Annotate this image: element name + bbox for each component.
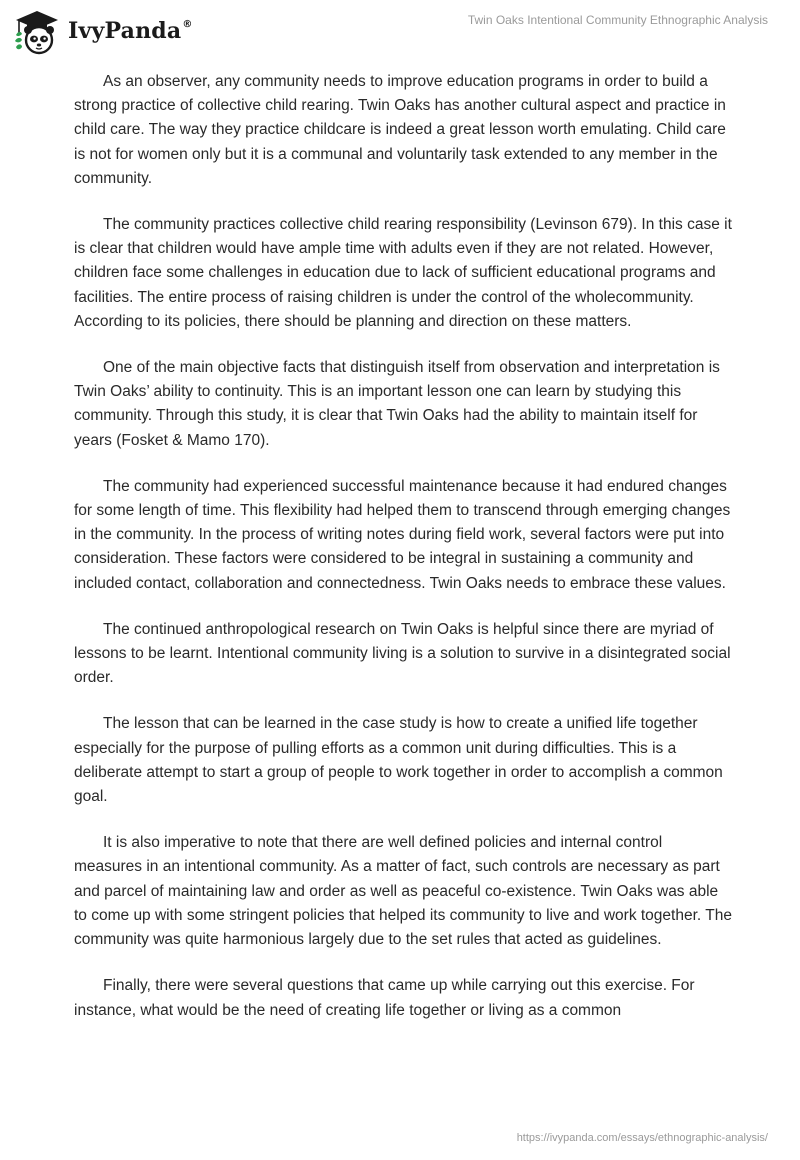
paragraph: As an observer, any community needs to improve education programs in order to build a strong practice of collective child rearing. Twin Oaks has another cultural aspect and practice in child care. The way they practice childcare is indeed a great lesson worth emulating. Child care is not for women only but it is a communal and voluntarily task extended to any member in the community. xyxy=(74,73,726,187)
brand-logo[interactable] xyxy=(14,8,193,56)
brand-name: IvyPanda® xyxy=(68,18,193,44)
panda-graduate-icon xyxy=(14,9,60,55)
paragraph: The continued anthropological research on Twin Oaks is helpful since there are myriad of lessons to be learnt. Intentional community living is a solution to survive in a disintegrated social order. xyxy=(74,620,731,687)
brand-registered-mark: ® xyxy=(182,19,193,30)
paragraph: One of the main objective facts that distinguish itself from observation and interpretation is Twin Oaks’ ability to continuity. This is an important lesson one can learn by studying this community. Through this study, it is clear that Twin Oaks had the ability to maintain itself for years (Fosket & Mamo 170). xyxy=(74,359,720,449)
paragraph: Finally, there were several questions that came up while carrying out this exercise. For instance, what would be the need of creating life together or living as a common xyxy=(74,977,695,1019)
paragraph: The community practices collective child rearing responsibility (Levinson 679). In this case it is clear that children would have ample time with adults even if they are not related. However, children face some challenges in education due to lack of sufficient educational programs and facilities. The entire process of raising children is under the control of the wholecommunity. According to its policies, there should be planning and direction on these matters. xyxy=(74,216,732,330)
document-title: Twin Oaks Intentional Community Ethnographic Analysis xyxy=(467,13,768,27)
paragraph: The lesson that can be learned in the case study is how to create a unified life together especially for the purpose of pulling efforts as a common unit during difficulties. This is a deliberate attempt to start a group of people to work together in order to accomplish a common goal. xyxy=(74,715,723,806)
paragraph: It is also imperative to note that there are well defined policies and internal control measures in an intentional community. As a matter of fact, such controls are necessary as part and parcel of maintaining law and order as well as peaceful co-existence. Twin Oaks was able to come up with some stringent policies that helped its community to live and work together. The community was quite harmonious largely due to the set rules that acted as guidelines. xyxy=(74,834,732,949)
essay-body xyxy=(74,70,734,1045)
source-url[interactable]: https://ivypanda.com/essays/ethnographic-analysis/ xyxy=(516,1132,768,1144)
paragraph: The community had experienced successful maintenance because it had endured changes for some length of time. This flexibility had helped them to transcend through emerging changes in the community. In the process of writing notes during field work, several factors were put into consideration. These factors were considered to be integral in sustaining a community and included contact, collaboration and connectedness. Twin Oaks needs to embrace these values. xyxy=(74,477,731,592)
page-header xyxy=(0,0,800,66)
